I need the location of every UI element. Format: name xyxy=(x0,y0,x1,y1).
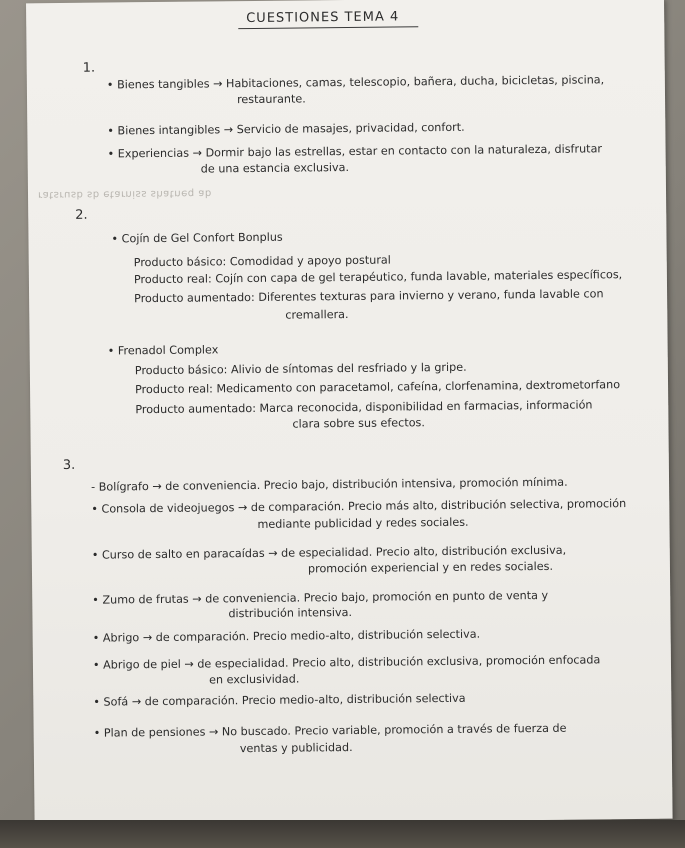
s2-product-1-real: Producto real: Cojín con capa de gel terapéutico, funda lavable, materiales específicos, xyxy=(133,268,623,287)
s1-item-3-line-2: de una estancia exclusiva. xyxy=(200,160,350,176)
s3-item-5-line-1: • Abrigo → de comparación. Precio medio-alto, distribución selectiva. xyxy=(92,627,481,645)
page-title: CUESTIONES TEMA 4 xyxy=(246,9,400,27)
s1-item-1-line-2: restaurante. xyxy=(236,92,306,107)
s2-product-2-name: • Frenadol Complex xyxy=(107,343,219,358)
s3-item-8-line-1: • Plan de pensiones → No buscado. Precio variable, promoción a través de fuerza de xyxy=(93,721,567,740)
s3-item-7-line-1: • Sofá → de comparación. Precio medio-alto, distribución selectiva xyxy=(93,691,466,709)
s3-item-1-line-1: - Bolígrafo → de conveniencia. Precio bajo, distribución intensiva, promoción mínima. xyxy=(91,475,568,494)
s2-product-2-real: Producto real: Medicamento con paracetamol, cafeína, clorfenamina, dextrometorfano xyxy=(135,378,621,397)
section-3-number: 3. xyxy=(62,457,76,473)
s1-item-3-line-1: • Experiencias → Dormir bajo las estrellas, estar en contacto con la naturaleza, disfrutar xyxy=(107,142,603,161)
section-2-number: 2. xyxy=(75,207,88,223)
s3-item-6-line-1: • Abrigo de piel → de especialidad. Precio alto, distribución exclusiva, promoción enfocada xyxy=(92,653,601,672)
s3-item-2-line-2: mediante publicidad y redes sociales. xyxy=(257,515,469,531)
s2-product-2-aumentado-line-2: clara sobre sus efectos. xyxy=(292,416,425,431)
s3-item-4-line-1: • Zumo de frutas → de conveniencia. Precio bajo, promoción en punto de venta y xyxy=(92,588,549,607)
notebook-page xyxy=(26,0,673,825)
desk-edge xyxy=(0,820,685,848)
s3-item-2-line-1: • Consola de videojuegos → de comparación. Precio más alto, distribución selectiva, promoción xyxy=(91,497,627,516)
s2-product-2-aumentado-line-1: Producto aumentado: Marca reconocida, disponibilidad en farmacias, información xyxy=(135,398,593,417)
s1-item-1-line-1: • Bienes tangibles → Habitaciones, camas, telescopio, bañera, ducha, bicicletas, piscina, xyxy=(106,73,605,92)
bleed-through-text: ratsrusb sb etarniss shatneq ab xyxy=(37,187,212,201)
title-underline xyxy=(238,26,418,29)
s3-item-3-line-1: • Curso de salto en paracaídas → de especialidad. Precio alto, distribución exclusiva, xyxy=(91,543,567,562)
s2-product-1-basico: Producto básico: Comodidad y apoyo postural xyxy=(133,253,391,270)
s3-item-3-line-2: promoción experiencial y en redes sociales. xyxy=(307,559,554,576)
s2-product-2-basico: Producto básico: Alivio de síntomas del resfriado y la gripe. xyxy=(134,360,467,378)
section-1-number: 1. xyxy=(82,60,96,76)
s3-item-6-line-2: en exclusividad. xyxy=(209,672,300,687)
s3-item-4-line-2: distribución intensiva. xyxy=(228,605,353,621)
s2-product-1-name: • Cojín de Gel Confort Bonplus xyxy=(111,230,283,246)
s2-product-1-aumentado-line-1: Producto aumentado: Diferentes texturas para invierno y verano, funda lavable con xyxy=(134,287,604,306)
s1-item-2-line-1: • Bienes intangibles → Servicio de masajes, privacidad, confort. xyxy=(107,120,465,138)
s2-product-1-aumentado-line-2: cremallera. xyxy=(285,307,349,322)
s3-item-8-line-2: ventas y publicidad. xyxy=(239,740,353,756)
